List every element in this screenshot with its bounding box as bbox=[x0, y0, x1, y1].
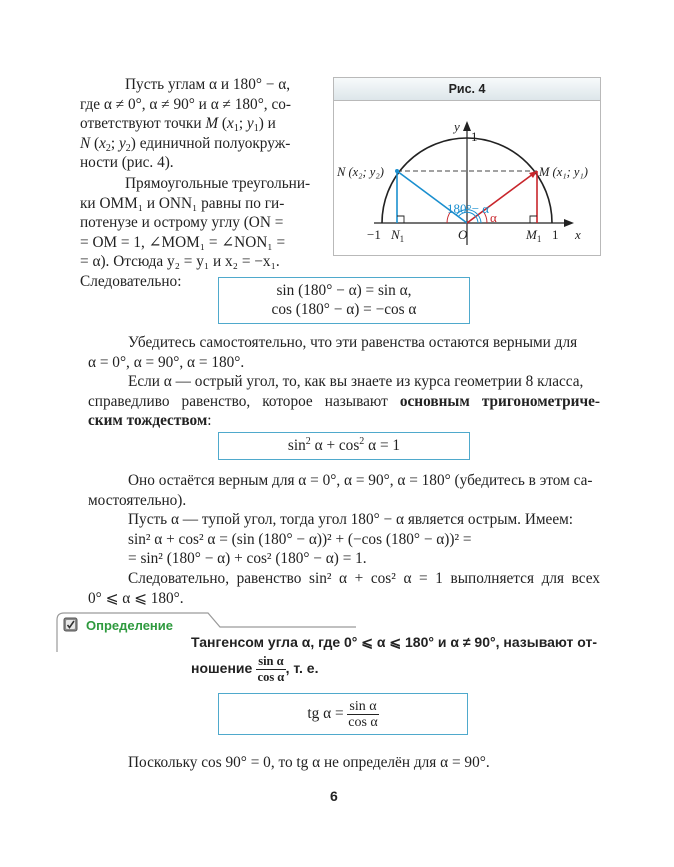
text-line: = sin² (180° − α) + cos² (180° − α) = 1. bbox=[128, 550, 367, 568]
text-line: = OM = 1, ∠MOM₁ = ∠NON₁ = bbox=[80, 233, 286, 251]
fraction-sin-cos: $\frac{\text{sin α}}{\text{cos α}}$ bbox=[348, 698, 378, 730]
paragraph-tangent-undefined: Поскольку cos 90° = 0, то tg α не определён для α = 90°. bbox=[128, 754, 490, 771]
svg-text:M1: $M_1$ bbox=[526, 227, 542, 244]
svg-text:−1: −1 bbox=[367, 227, 381, 242]
svg-text:1: 1 bbox=[552, 227, 559, 242]
text-line: sin² α + cos² α = (sin (180° − α))² + (−cos (180° − α))² = bbox=[128, 530, 472, 548]
formula-reduction bbox=[218, 277, 470, 324]
text-line: справедливо равенство, которое называют основным тригонометриче- bbox=[88, 392, 600, 410]
text-line: Пусть α — тупой угол, тогда угол 180° − α является острым. Имеем: bbox=[128, 511, 574, 529]
figure-4 bbox=[333, 77, 601, 256]
formula-tangent: tg α = $\frac{\text{sin α}}{\text{cos α}}$ bbox=[218, 693, 468, 735]
svg-text:x: x bbox=[575, 227, 581, 242]
formula-pythagorean-identity: $\sin^2 \alpha + \cos^2 \alpha = 1$ bbox=[218, 432, 470, 460]
text-line: Следовательно: bbox=[80, 272, 182, 290]
fraction-sin-cos: $\frac{\text{sin α}}{\text{cos α}}$ bbox=[257, 654, 285, 684]
text-line: ности (рис. 4). bbox=[80, 154, 174, 172]
svg-text:O: O bbox=[458, 227, 468, 242]
text-line: ответствуют точки M ($x_1$; $y_1$) и bbox=[80, 115, 276, 135]
figure-title: Рис. 4 bbox=[334, 78, 600, 101]
definition-label: Определение bbox=[86, 618, 174, 633]
text-line: где α ≠ 0°, α ≠ 90° и α ≠ 180°, со- bbox=[80, 95, 291, 113]
unit-semicircle-diagram bbox=[334, 101, 600, 255]
text-line: = α). Отсюда y₂ = y₁ и x₂ = −x₁. bbox=[80, 253, 280, 271]
paragraph-intro bbox=[80, 75, 315, 173]
text-line: Убедитесь самостоятельно, что эти равенства остаются верными для bbox=[128, 334, 578, 351]
svg-text:M (x₁; y₁): M (x₁; y₁) bbox=[539, 165, 588, 179]
svg-text:1: 1 bbox=[471, 129, 478, 144]
text-line: ки OMM₁ и ONN₁ равны по ги- bbox=[80, 194, 285, 212]
formula-line: sin (180° − α) = sin α, bbox=[276, 282, 412, 299]
text-line: 0° ⩽ α ⩽ 180°. bbox=[88, 589, 184, 607]
text-line: ским тождеством: bbox=[88, 412, 212, 430]
text-line: N ($x_2$; $y_2$) единичной полуокруж- bbox=[80, 134, 291, 154]
svg-text:N (x₂; y₂): N (x₂; y₂) bbox=[337, 165, 384, 179]
svg-text:N1: $N_1$ bbox=[391, 227, 405, 244]
text-line: Прямоугольные треугольни- bbox=[125, 175, 311, 192]
text-line: Оно остаётся верным для α = 0°, α = 90°, α = 180° (убедитесь в этом са- bbox=[128, 472, 593, 489]
text-line: мостоятельно). bbox=[88, 491, 187, 509]
definition-line-1: Тангенсом угла α, где 0° ⩽ α ⩽ 180° и α ≠ 90°, называют от- bbox=[191, 634, 597, 650]
paragraph-obtuse-proof bbox=[88, 471, 600, 608]
text-line: Пусть углам α и 180° − α, bbox=[125, 76, 291, 93]
text-line: α = 0°, α = 90°, α = 180°. bbox=[88, 353, 245, 371]
svg-text:α: α bbox=[490, 210, 497, 225]
page-number: 6 bbox=[330, 788, 338, 804]
checkbox-icon bbox=[63, 617, 78, 632]
text-line: Если α — острый угол, то, как вы знаете из курса геометрии 8 класса, bbox=[128, 373, 584, 391]
svg-text:180°− α: 180°− α bbox=[447, 201, 490, 216]
svg-text:y: y bbox=[454, 119, 460, 134]
text-line: Следовательно, равенство sin² α + cos² α = 1 выполняется для всех bbox=[128, 569, 600, 587]
paragraph-triangles bbox=[80, 174, 315, 292]
paragraph-identity-intro bbox=[88, 333, 600, 431]
definition-line-2: ношение $\frac{\text{sin α}}{\text{cos α}}$ , т. е. bbox=[191, 654, 319, 684]
text-line: потенузе и острому углу (ON = bbox=[80, 214, 284, 232]
formula-line: cos (180° − α) = −cos α bbox=[271, 301, 417, 318]
